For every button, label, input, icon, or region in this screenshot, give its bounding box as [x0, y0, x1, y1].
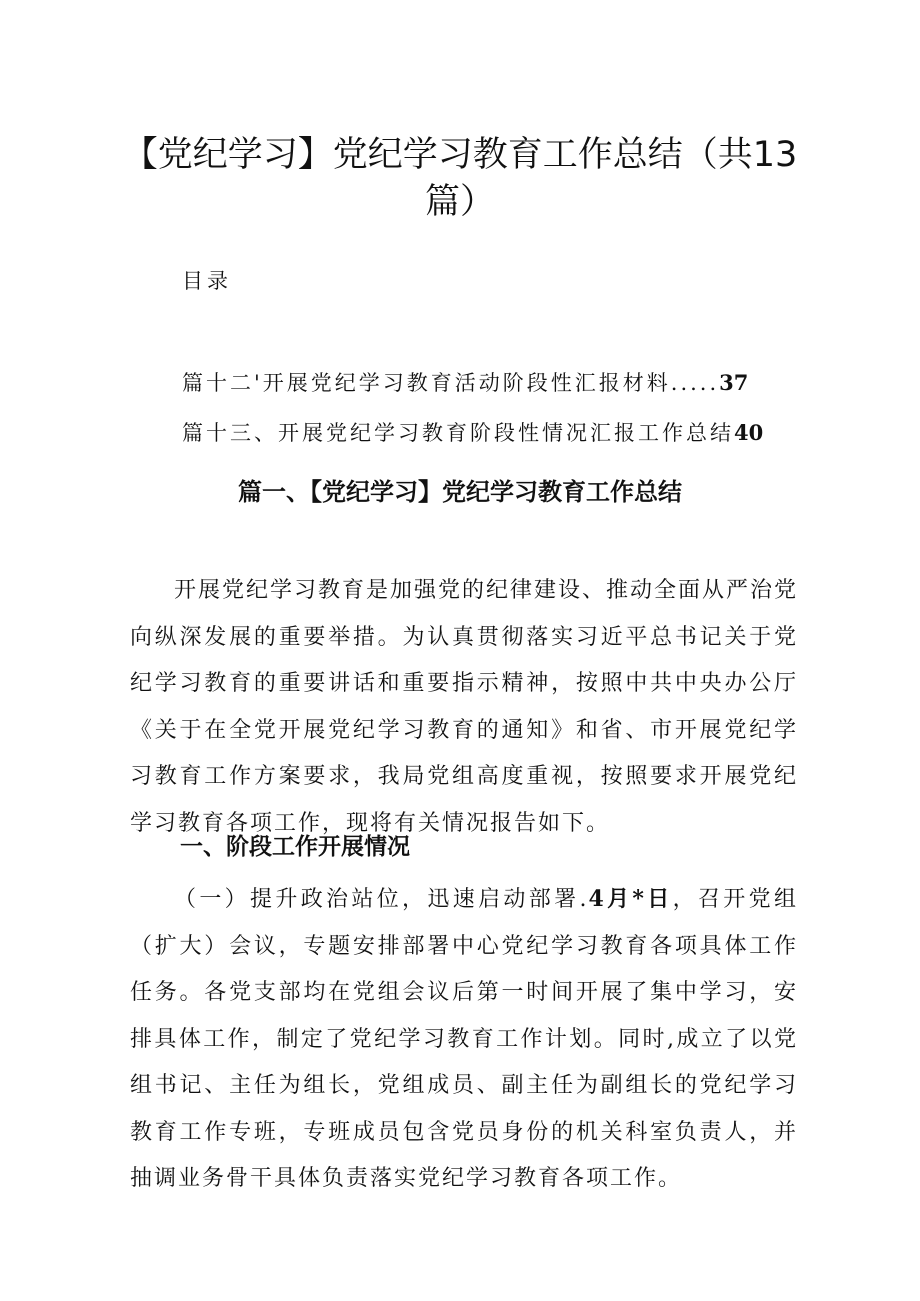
toc-entry[interactable]	[182, 417, 763, 447]
document-title-line-2: 篇）	[424, 182, 495, 222]
paragraph-date: 4月*日	[588, 886, 673, 912]
document-title	[120, 132, 800, 226]
intro-paragraph: 开展党纪学习教育是加强党的纪律建设、推动全面从严治党向纵深发展的重要举措。为认真贯彻落实习近平总书记关于党纪学习教育的重要讲话和重要指示精神，按照中共中央办公厅《关于在全党开展党纪学习教育的通知》和省、市开展党纪学习教育工作方案要求，我局党组高度重视，按照要求开展党纪学习教育各项工作，现将有关情况报告如下。	[130, 578, 799, 836]
toc-entry[interactable]	[182, 367, 748, 397]
toc-entry-page: 40	[734, 420, 764, 445]
body-paragraph	[130, 876, 798, 1203]
toc-entry-page: 37	[719, 370, 749, 395]
paragraph-body: ，召开党组（扩大）会议，专题安排部署中心党纪学习教育各项具体工作任务。各党支部均在党组会议后第一时间开展了集中学习，安排具体工作，制定了党纪学习教育工作计划。同时,成立了以党组书记、主任为组长，党组成员、副主任为副组长的党纪学习教育工作专班，专班成员包含党员身份的机关科室负责人，并抽调业务骨干具体负责落实党纪学习教育各项工作。	[130, 887, 798, 1191]
section-title: 篇一、【党纪学习】党纪学习教育工作总结	[238, 478, 682, 506]
heading-stage-work: 一、阶段工作开展情况	[180, 834, 410, 860]
toc-entry-text: 篇十三、开展党纪学习教育阶段性情况汇报工作总结	[182, 421, 734, 445]
toc-entry-text: 篇十二'开展党纪学习教育活动阶段性汇报材料.....	[182, 371, 720, 395]
document-title-line-1: 【党纪学习】党纪学习教育工作总结（共13	[122, 135, 798, 175]
toc-label: 目录	[182, 269, 232, 293]
paragraph-lead: （一）提升政治站位，迅速启动部署.	[174, 887, 589, 912]
